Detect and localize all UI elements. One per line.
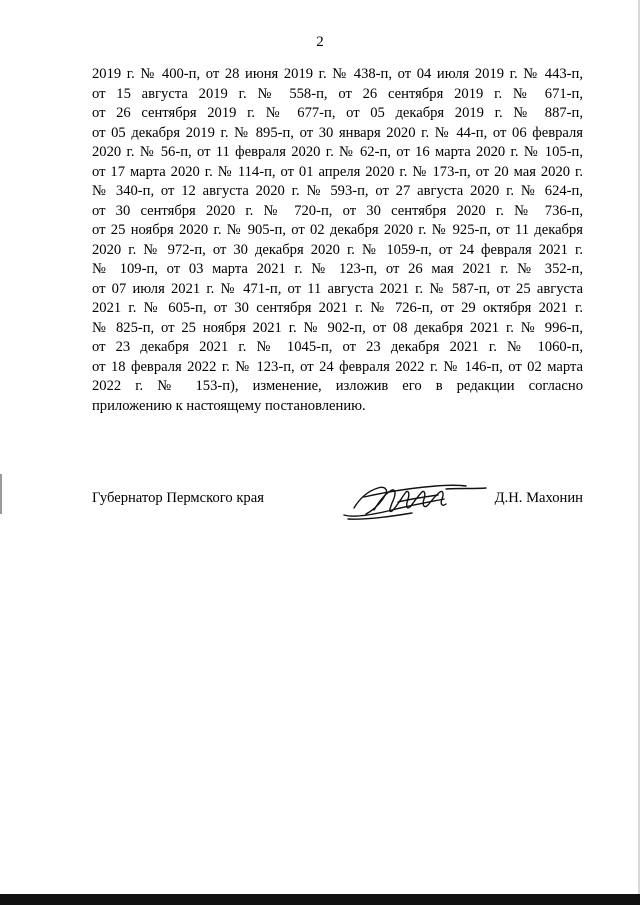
handwritten-signature bbox=[340, 477, 488, 523]
body-line: приложению к настоящему постановлению. bbox=[92, 397, 366, 414]
body-line: № 340-п, от 12 августа 2020 г. № 593-п, от 27 августа 2020 г. № 624-п, bbox=[92, 183, 583, 199]
body-line: 2021 г. № 605-п, от 30 сентября 2021 г. № 726-п, от 29 октября 2021 г. bbox=[92, 300, 583, 316]
body-line: от 25 ноября 2020 г. № 905-п, от 02 декабря 2020 г. № 925-п, от 11 декабря bbox=[92, 222, 583, 238]
scan-bottom-border bbox=[0, 894, 640, 905]
page-number: 2 bbox=[316, 34, 324, 50]
body-line: 2020 г. № 56-п, от 11 февраля 2020 г. № 62-п, от 16 марта 2020 г. № 105-п, bbox=[92, 144, 583, 160]
body-line: 2020 г. № 972-п, от 30 декабря 2020 г. № 1059-п, от 24 февраля 2021 г. bbox=[92, 241, 583, 258]
body-line: № 825-п, от 25 ноября 2021 г. № 902-п, от 08 декабря 2021 г. № 996-п, bbox=[92, 319, 583, 336]
signer-name: Д.Н. Махонин bbox=[494, 490, 583, 506]
body-line: от 18 февраля 2022 г. № 123-п, от 24 февраля 2022 г. № 146-п, от 02 марта bbox=[92, 358, 583, 375]
body-line: от 05 декабря 2019 г. № 895-п, от 30 января 2020 г. № 44-п, от 06 февраля bbox=[92, 124, 583, 141]
body-line: от 23 декабря 2021 г. № 1045-п, от 23 декабря 2021 г. № 1060-п, bbox=[92, 339, 583, 355]
signer-title: Губернатор Пермского края bbox=[92, 490, 264, 506]
body-line: 2019 г. № 400-п, от 28 июня 2019 г. № 438-п, от 04 июля 2019 г. № 443-п, bbox=[92, 66, 583, 82]
scan-edge-mark bbox=[0, 474, 2, 514]
body-line: № 109-п, от 03 марта 2021 г. № 123-п, от 26 мая 2021 г. № 352-п, bbox=[92, 261, 583, 277]
body-line: от 17 марта 2020 г. № 114-п, от 01 апреля 2020 г. № 173-п, от 20 мая 2020 г. bbox=[92, 163, 583, 180]
signature-block bbox=[92, 485, 583, 521]
body-line: от 26 сентября 2019 г. № 677-п, от 05 декабря 2019 г. № 887-п, bbox=[92, 105, 583, 121]
body-text bbox=[92, 65, 583, 416]
body-line: от 15 августа 2019 г. № 558-п, от 26 сентября 2019 г. № 671-п, bbox=[92, 85, 583, 102]
body-line: от 30 сентября 2020 г. № 720-п, от 30 сентября 2020 г. № 736-п, bbox=[92, 202, 583, 219]
body-line: от 07 июля 2021 г. № 471-п, от 11 августа 2021 г. № 587-п, от 25 августа bbox=[92, 280, 583, 297]
body-line: 2022 г. № 153-п), изменение, изложив его в редакции согласно bbox=[92, 378, 583, 394]
